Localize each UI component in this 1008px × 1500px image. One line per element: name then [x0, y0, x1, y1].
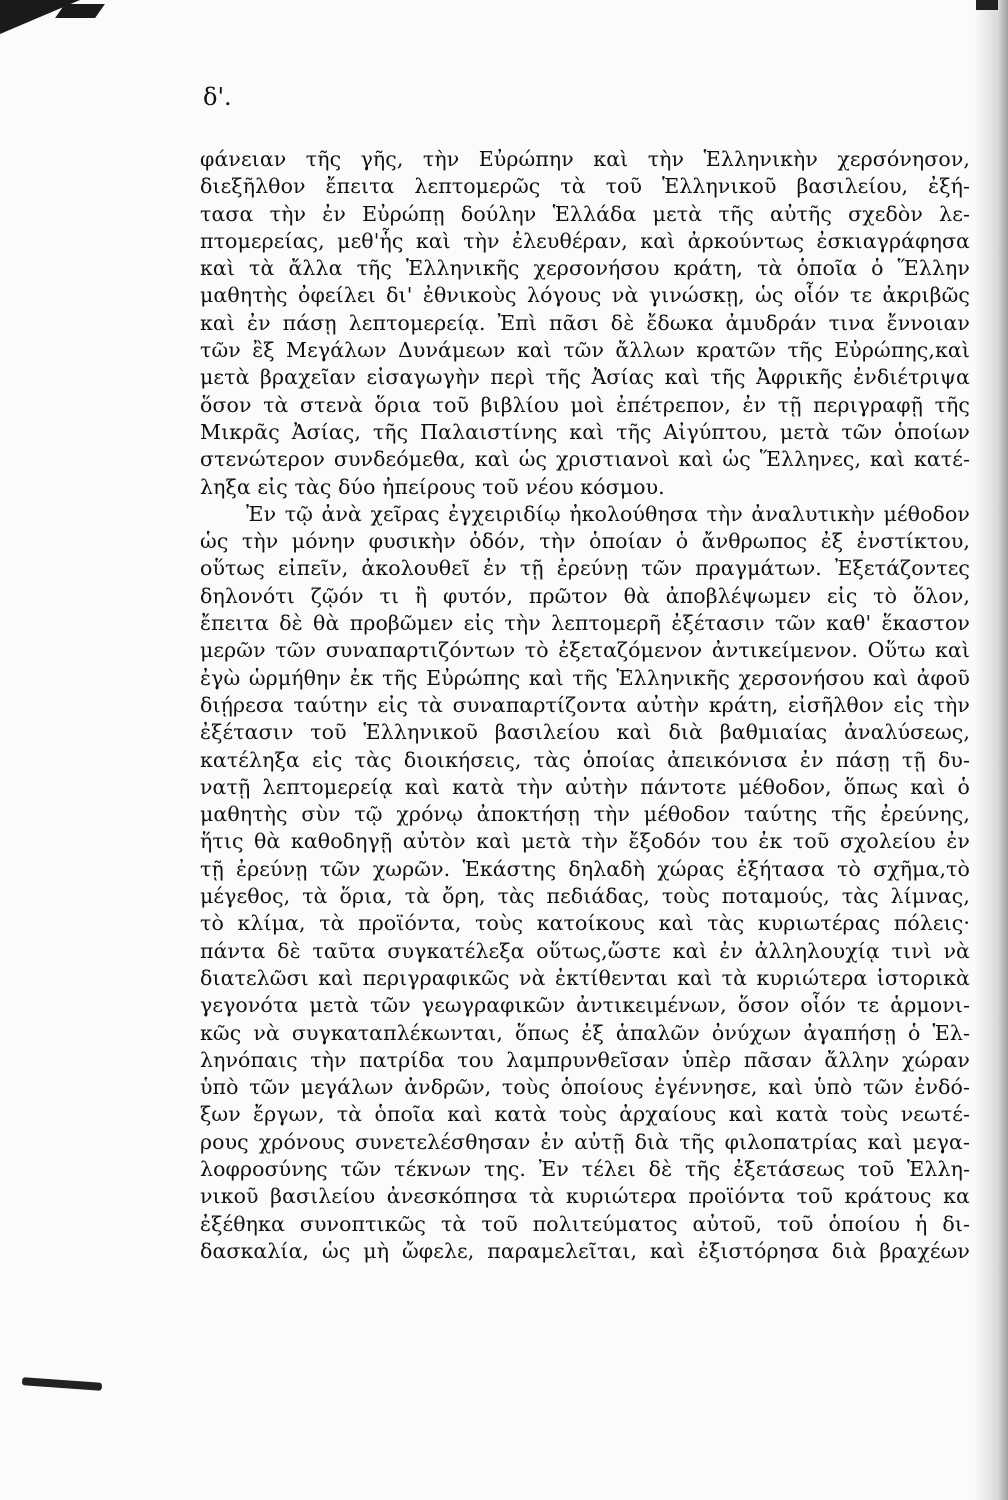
text-line: μετὰ βραχεῖαν εἰσαγωγὴν περὶ τῆς Ἀσίας καὶ τῆς Ἀφρικῆς ἐνδιέτριψα [200, 365, 970, 390]
text-line: ληξα εἰς τὰς δύο ἠπείρους τοῦ νέου κόσμου. [200, 474, 665, 499]
text-line: Μικρᾶς Ἀσίας, τῆς Παλαιστίνης καὶ τῆς Αἰγύπτου, μετὰ τῶν ὁποίων [200, 419, 970, 444]
text-line: μαθητὴς σὺν τῷ χρόνῳ ἀποκτήσῃ τὴν μέθοδον ταύτης τῆς ἐρεύνης, [200, 802, 970, 827]
text-line: στενώτερον συνδεόμεθα, καὶ ὡς χριστιανοὶ καὶ ὡς Ἕλληνες, καὶ κατέ- [200, 447, 970, 472]
body-text [200, 146, 970, 1265]
text-line: καὶ τὰ ἄλλα τῆς Ἑλληνικῆς χερσονήσου κράτη, τὰ ὁποῖα ὁ Ἕλλην [200, 256, 970, 281]
text-line: ἐξέθηκα συνοπτικῶς τὰ τοῦ πολιτεύματος αὐτοῦ, τοῦ ὁποίου ἡ δι- [200, 1211, 970, 1236]
page-edge-shadow [974, 0, 1008, 1500]
text-line: καὶ ἐν πάσῃ λεπτομερείᾳ. Ἐπὶ πᾶσι δὲ ἔδωκα ἀμυδράν τινα ἔννοιαν [200, 310, 970, 335]
text-line: γεγονότα μετὰ τῶν γεωγραφικῶν ἀντικειμένων, ὅσον οἷόν τε ἁρμονι- [200, 993, 970, 1018]
text-line: διατελῶσι καὶ περιγραφικῶς νὰ ἐκτίθενται καὶ τὰ κυριώτερα ἱστορικὰ [200, 965, 970, 990]
text-line: ξων ἔργων, τὰ ὁποῖα καὶ κατὰ τοὺς ἀρχαίους καὶ κατὰ τοὺς νεωτέ- [200, 1102, 970, 1127]
text-line: ρους χρόνους συνετελέσθησαν ἐν αὐτῇ διὰ τῆς φιλοπατρίας καὶ μεγα- [200, 1129, 970, 1154]
text-line: ὡς τὴν μόνην φυσικὴν ὁδόν, τὴν ὁποίαν ὁ ἄνθρωπος ἐξ ἐνστίκτου, [200, 529, 970, 554]
text-line: Ἐν τῷ ἀνὰ χεῖρας ἐγχειριδίῳ ἠκολούθησα τὴν ἀναλυτικὴν μέθοδον [246, 501, 970, 526]
text-line: λοφροσύνης τῶν τέκνων της. Ἐν τέλει δὲ τῆς ἐξετάσεως τοῦ Ἑλλη- [200, 1156, 970, 1181]
text-line: ἐξέτασιν τοῦ Ἑλληνικοῦ βασιλείου καὶ διὰ βαθμιαίας ἀναλύσεως, [200, 720, 970, 745]
text-line: κῶς νὰ συγκαταπλέκωνται, ὅπως ἐξ ἁπαλῶν ὀνύχων ἀγαπήσῃ ὁ Ἑλ- [200, 1020, 970, 1045]
text-line: κατέληξα εἰς τὰς διοικήσεις, τὰς ὁποίας ἀπεικόνισα ἐν πάσῃ τῇ δυ- [200, 747, 970, 772]
paragraph [200, 146, 970, 501]
text-line: μερῶν τῶν συναπαρτιζόντων τὸ ἐξεταζόμενον ἀντικείμενον. Οὕτω καὶ [200, 638, 970, 663]
page-number: δ'. [203, 83, 232, 111]
text-line: ἐγὼ ὡρμήθην ἐκ τῆς Εὐρώπης καὶ τῆς Ἑλληνικῆς χερσονήσου καὶ ἀφοῦ [200, 665, 970, 690]
text-line: ἔπειτα δὲ θὰ προβῶμεν εἰς τὴν λεπτομερῆ ἐξέτασιν τῶν καθ' ἕκαστον [200, 611, 970, 636]
text-line: νατῇ λεπτομερείᾳ καὶ κατὰ τὴν αὐτὴν πάντοτε μέθοδον, ὅπως καὶ ὁ [200, 774, 970, 799]
text-line: μαθητὴς ὀφείλει δι' ἐθνικοὺς λόγους νὰ γινώσκῃ, ὡς οἷόν τε ἀκριβῶς [200, 283, 970, 308]
paragraph [200, 501, 970, 1265]
text-line: δηλονότι ζῷόν τι ἢ φυτόν, πρῶτον θὰ ἀποβλέψωμεν εἰς τὸ ὅλον, [200, 583, 970, 608]
text-line: φάνειαν τῆς γῆς, τὴν Εὐρώπην καὶ τὴν Ἑλληνικὴν χερσόνησον, [200, 147, 970, 171]
text-line: διῄρεσα ταύτην εἰς τὰ συναπαρτίζοντα αὐτὴν κράτη, εἰσῆλθον εἰς τὴν [200, 692, 970, 717]
scan-corner-mark-right [976, 0, 998, 10]
text-line: διεξῆλθον ἔπειτα λεπτομερῶς τὰ τοῦ Ἑλληνικοῦ βασιλείου, ἐξή- [200, 174, 970, 199]
text-line: οὕτως εἰπεῖν, ἀκολουθεῖ ἐν τῇ ἐρεύνῃ τῶν πραγμάτων. Ἐξετάζοντες [200, 556, 970, 581]
text-line: πάντα δὲ ταῦτα συγκατέλεξα οὕτως,ὥστε καὶ ἐν ἀλληλουχίᾳ τινὶ νὰ [200, 938, 970, 963]
text-line: ἥτις θὰ καθοδηγῇ αὐτὸν καὶ μετὰ τὴν ἔξοδόν του ἐκ τοῦ σχολείου ἐν [200, 829, 970, 854]
text-line: ὅσον τὰ στενὰ ὅρια τοῦ βιβλίου μοὶ ἐπέτρεπον, ἐν τῇ περιγραφῇ τῆς [200, 392, 970, 417]
text-line: πτομερείας, μεθ'ἧς καὶ τὴν ἐλευθέραν, καὶ ἀρκούντως ἐσκιαγράφησα [200, 228, 970, 253]
text-line: τὸ κλίμα, τὰ προϊόντα, τοὺς κατοίκους καὶ τὰς κυριωτέρας πόλεις· [200, 911, 970, 936]
text-line: τῇ ἐρεύνῃ τῶν χωρῶν. Ἑκάστης δηλαδὴ χώρας ἐξήτασα τὸ σχῆμα,τὸ [200, 856, 970, 881]
text-line: τῶν ἒξ Μεγάλων Δυνάμεων καὶ τῶν ἄλλων κρατῶν τῆς Εὐρώπης,καὶ [200, 338, 970, 363]
scan-corner-mark-2 [55, 4, 105, 18]
text-line: ὑπὸ τῶν μεγάλων ἀνδρῶν, τοὺς ὁποίους ἐγέννησε, καὶ ὑπὸ τῶν ἐνδό- [200, 1075, 970, 1100]
text-line: τασα τὴν ἐν Εὐρώπῃ δούλην Ἑλλάδα μετὰ τῆς αὐτῆς σχεδὸν λε- [200, 201, 970, 226]
scan-smudge [22, 1377, 102, 1391]
text-line: δασκαλία, ὡς μὴ ὤφελε, παραμελεῖται, καὶ ἐξιστόρησα διὰ βραχέων [200, 1238, 970, 1263]
text-line: μέγεθος, τὰ ὅρια, τὰ ὄρη, τὰς πεδιάδας, τοὺς ποταμούς, τὰς λίμνας, [200, 884, 970, 909]
text-line: ληνόπαις τὴν πατρίδα του λαμπρυνθεῖσαν ὑπὲρ πᾶσαν ἄλλην χώραν [200, 1047, 970, 1072]
text-line: νικοῦ βασιλείου ἀνεσκόπησα τὰ κυριώτερα προϊόντα τοῦ κράτους κα [200, 1184, 970, 1209]
